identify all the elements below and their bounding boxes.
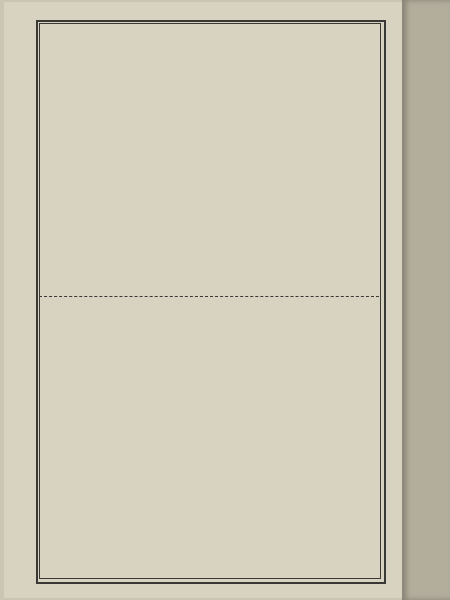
facing-page-edge	[402, 0, 450, 600]
inner-frame	[39, 23, 381, 579]
section-divider	[39, 296, 379, 297]
